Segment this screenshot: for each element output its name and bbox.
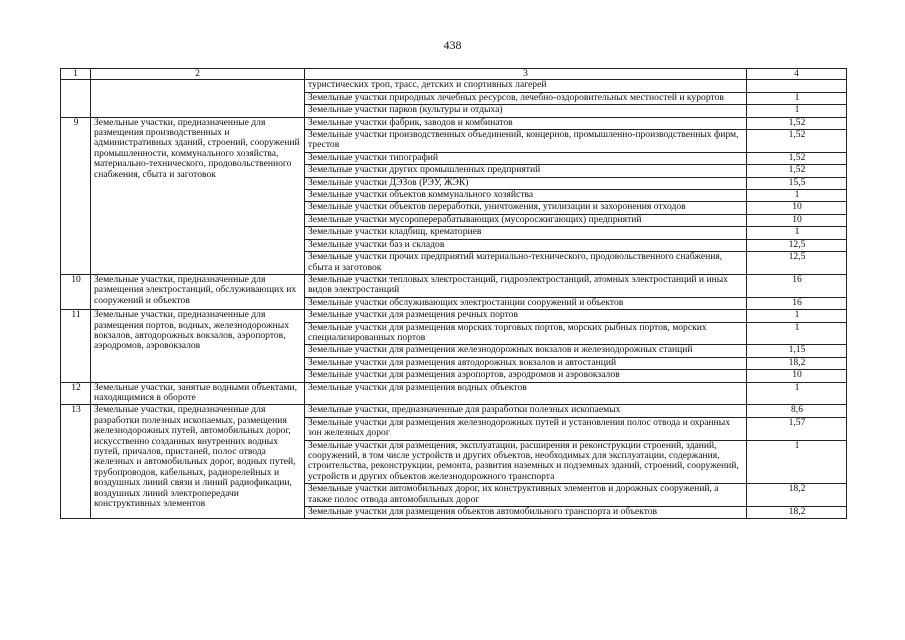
coefficient-cell: 1,52 — [747, 117, 847, 129]
header-cell: 1 — [61, 69, 91, 80]
coefficient-cell: 1,57 — [747, 417, 847, 440]
description-cell: Земельные участки ДЭЗов (РЭУ, ЖЭК) — [305, 177, 747, 189]
description-cell: Земельные участки прочих предприятий материально-технического, продовольственного снабжения, сбыта и заготовок — [305, 252, 747, 275]
coefficient-cell: 10 — [747, 202, 847, 214]
coefficient-cell: 16 — [747, 274, 847, 297]
table-row — [61, 274, 847, 297]
coefficient-cell: 10 — [747, 214, 847, 226]
land-coefficient-table — [60, 68, 847, 519]
group-number-cell: 9 — [61, 117, 91, 274]
coefficient-cell: 15,5 — [747, 177, 847, 189]
description-cell: Земельные участки для размещения железнодорожных вокзалов и железнодорожных станций — [305, 345, 747, 357]
coefficient-cell: 1 — [747, 92, 847, 104]
category-cell: Земельные участки, предназначенные для размещения производственных и административных зданий, строений, сооружений промышленности, коммунального хозяйства, материально-технического, продовольственного снабжения, сбыта и заготовок — [91, 117, 305, 274]
coefficient-cell: 1 — [747, 105, 847, 117]
coefficient-cell: 1,52 — [747, 152, 847, 164]
category-cell: Земельные участки, предназначенные для размещения электростанций, обслуживающих их сооружений и объектов — [91, 274, 305, 309]
description-cell: Земельные участки кладбищ, крематориев — [305, 227, 747, 239]
table-row — [61, 80, 847, 92]
header-cell: 2 — [91, 69, 305, 80]
coefficient-cell: 10 — [747, 370, 847, 382]
description-cell: Земельные участки для размещения, эксплуатации, расширения и реконструкции строений, зданий, сооружений, в том числе устройств и других объектов, необходимых для эксплуатации, содержания, строительства, реконструкции, ремонта, развития наземных и подземных зданий, строений, сооружений, устройств и других объектов железнодорожного транспорта — [305, 440, 747, 484]
coefficient-cell: 1 — [747, 322, 847, 345]
coefficient-cell: 16 — [747, 297, 847, 309]
description-cell: Земельные участки обслуживающих электростанции сооружений и объектов — [305, 297, 747, 309]
description-cell: Земельные участки баз и складов — [305, 239, 747, 251]
category-cell: Земельные участки, занятые водными объектами, находящимися в обороте — [91, 382, 305, 405]
header-cell: 4 — [747, 69, 847, 80]
table-row — [61, 117, 847, 129]
coefficient-cell: 8,6 — [747, 405, 847, 417]
coefficient-cell: 18,2 — [747, 484, 847, 507]
page-number: 438 — [443, 38, 462, 52]
coefficient-cell: 1 — [747, 227, 847, 239]
description-cell: Земельные участки автомобильных дорог, их конструктивных элементов и дорожных сооружений, а также полос отвода автомобильных дорог — [305, 484, 747, 507]
coefficient-cell: 18,2 — [747, 507, 847, 519]
description-cell: Земельные участки для размещения автодорожных вокзалов и автостанций — [305, 357, 747, 369]
coefficient-cell: 12,5 — [747, 239, 847, 251]
description-cell: Земельные участки природных лечебных ресурсов, лечебно-оздоровительных местностей и курортов — [305, 92, 747, 104]
category-cell: Земельные участки, предназначенные для размещения портов, водных, железнодорожных вокзалов, автодорожных вокзалов, аэропортов, аэродромов, аэровокзалов — [91, 310, 305, 382]
description-cell: Земельные участки тепловых электростанций, гидроэлектростанций, атомных электростанций и иных видов электростанций — [305, 274, 747, 297]
group-number-cell: 11 — [61, 310, 91, 382]
table-row — [61, 405, 847, 417]
description-cell: Земельные участки, предназначенные для разработки полезных ископаемых — [305, 405, 747, 417]
description-cell: туристических троп, трасс, детских и спортивных лагерей — [305, 80, 747, 92]
description-cell: Земельные участки типографий — [305, 152, 747, 164]
description-cell: Земельные участки объектов переработки, уничтожения, утилизации и захоронения отходов — [305, 202, 747, 214]
group-number-cell: 13 — [61, 405, 91, 519]
group-number-cell: 10 — [61, 274, 91, 309]
description-cell: Земельные участки других промышленных предприятий — [305, 165, 747, 177]
table-row — [61, 310, 847, 322]
description-cell: Земельные участки объектов коммунального хозяйства — [305, 190, 747, 202]
category-cell — [91, 80, 305, 117]
description-cell: Земельные участки для размещения объектов автомобильного транспорта и объектов — [305, 507, 747, 519]
coefficient-cell — [747, 80, 847, 92]
description-cell: Земельные участки фабрик, заводов и комбинатов — [305, 117, 747, 129]
description-cell: Земельные участки для размещения речных портов — [305, 310, 747, 322]
description-cell: Земельные участки парков (культуры и отдыха) — [305, 105, 747, 117]
description-cell: Земельные участки для размещения аэропортов, аэродромов и аэровокзалов — [305, 370, 747, 382]
coefficient-cell: 1,52 — [747, 165, 847, 177]
group-number-cell: 12 — [61, 382, 91, 405]
coefficient-cell: 1 — [747, 310, 847, 322]
coefficient-cell: 1 — [747, 382, 847, 405]
category-cell: Земельные участки, предназначенные для разработки полезных ископаемых, размещения железнодорожных путей, автомобильных дорог, искусственно созданных внутренних водных путей, причалов, пристаней, полос отвода железных и автомобильных дорог, водных путей, трубопроводов, кабельных, радиорелейных и воздушных линий связи и линий радиофикации, воздушных линий электропередачи конструктивных элементов — [91, 405, 305, 519]
coefficient-cell: 12,5 — [747, 252, 847, 275]
coefficient-cell: 18,2 — [747, 357, 847, 369]
table-row — [61, 382, 847, 405]
coefficient-cell: 1,15 — [747, 345, 847, 357]
table-body — [61, 69, 847, 519]
header-cell: 3 — [305, 69, 747, 80]
description-cell: Земельные участки для размещения железнодорожных путей и установления полос отвода и охранных зон железных дорог — [305, 417, 747, 440]
coefficient-cell: 1 — [747, 190, 847, 202]
description-cell: Земельные участки для размещения водных объектов — [305, 382, 747, 405]
description-cell: Земельные участки производственных объединений, концернов, промышленно-производственных фирм, трестов — [305, 130, 747, 153]
description-cell: Земельные участки для размещения морских торговых портов, морских рыбных портов, морских специализированных портов — [305, 322, 747, 345]
description-cell: Земельные участки мусороперерабатывающих (мусоросжигающих) предприятий — [305, 214, 747, 226]
coefficient-cell: 1 — [747, 440, 847, 484]
table-header-row — [61, 69, 847, 80]
coefficient-cell: 1,52 — [747, 130, 847, 153]
group-number-cell — [61, 80, 91, 117]
